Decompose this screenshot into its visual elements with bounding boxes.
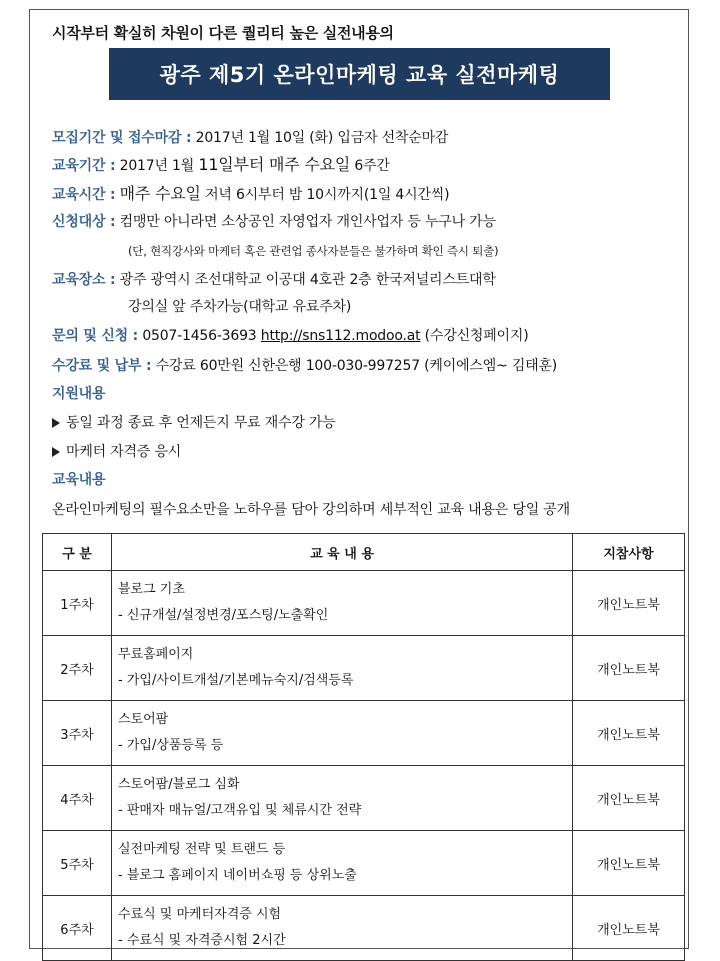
recruit-value: 2017년 1월 10일 (화) 입금자 선착순마감 — [195, 130, 449, 146]
place-value-2: 강의실 앞 주차가능(대학교 유료주차) — [128, 299, 352, 315]
fee-value: 수강료 60만원 신한은행 100-030-997257 (케이에스엠~ 김태훈) — [155, 358, 558, 374]
support-item — [52, 413, 336, 433]
header-content: 교 육 내 용 — [112, 534, 573, 571]
contact-phone: 0507-1456-3693 — [142, 328, 257, 344]
note-cell: 개인노트북 — [573, 701, 685, 766]
content-title: 스토어팜 — [118, 712, 169, 727]
content-cell — [112, 571, 573, 636]
table-row — [43, 636, 685, 701]
table-row — [43, 571, 685, 636]
note-cell: 개인노트북 — [573, 831, 685, 896]
content-title: 스토어팜/블로그 심화 — [118, 777, 240, 792]
place-label: 교육장소 : — [52, 272, 116, 288]
support-title: 지원내용 — [52, 386, 106, 402]
note-cell: 개인노트북 — [573, 766, 685, 831]
period-label: 교육기간 : — [52, 158, 116, 174]
contact-tail: (수강신청페이지) — [424, 328, 529, 344]
time-value-b: 저녁 6시부터 밤 10시까지(1일 4시간씩) — [205, 187, 450, 203]
period-value-a: 2017년 1월 — [119, 158, 195, 174]
content-cell — [112, 896, 573, 961]
title-banner — [109, 48, 610, 100]
place-value-1: 광주 광역시 조선대학교 이공대 4호관 2층 한국저널리스트대학 — [119, 272, 496, 288]
support-item — [52, 442, 181, 462]
note-cell: 개인노트북 — [573, 571, 685, 636]
content-cell — [112, 831, 573, 896]
support-item-label: 동일 과정 종료 후 언제든지 무료 재수강 가능 — [66, 415, 336, 431]
content-title: 수료식 및 마케터자격증 시험 — [118, 907, 282, 922]
table-row — [43, 896, 685, 961]
table-row — [43, 701, 685, 766]
content-cell — [112, 701, 573, 766]
support-item-label: 마케터 자격증 응시 — [66, 444, 182, 460]
content-cell — [112, 636, 573, 701]
schedule-table — [42, 533, 685, 961]
bullet-triangle-icon — [52, 418, 60, 428]
week-cell: 4주차 — [43, 766, 112, 831]
content-cell — [112, 766, 573, 831]
table-row — [43, 831, 685, 896]
contact-link[interactable]: http://sns112.modoo.at — [260, 328, 421, 344]
week-cell: 6주차 — [43, 896, 112, 961]
content-detail: - 가입/사이트개설/기본메뉴숙지/검색등록 — [118, 673, 354, 688]
content-detail: - 수료식 및 자격증시험 2시간 — [118, 933, 286, 948]
note-cell: 개인노트북 — [573, 636, 685, 701]
period-value-b: 11일부터 매주 수요일 — [198, 155, 351, 174]
place-row — [52, 270, 496, 290]
contact-label: 문의 및 신청 : — [52, 328, 139, 344]
time-label: 교육시간 : — [52, 187, 116, 203]
content-detail: - 신규개설/설정변경/포스팅/노출확인 — [118, 608, 329, 623]
time-row — [52, 184, 449, 205]
period-value-c: 6주간 — [354, 158, 390, 174]
target-row — [52, 212, 496, 232]
period-row — [52, 155, 390, 176]
target-note: (단, 현직강사와 마케터 혹은 관련업 종사자분들은 불가하며 확인 즉시 퇴출) — [128, 244, 499, 258]
header-week: 구 분 — [43, 534, 112, 571]
content-detail: - 판매자 매뉴얼/고객유입 및 체류시간 전략 — [118, 803, 362, 818]
content-title: 실전마케팅 전략 및 트랜드 등 — [118, 842, 286, 857]
recruit-label: 모집기간 및 접수마감 : — [52, 130, 192, 146]
week-cell: 1주차 — [43, 571, 112, 636]
header-note: 지참사항 — [573, 534, 685, 571]
week-cell: 5주차 — [43, 831, 112, 896]
headline: 시작부터 확실히 차원이 다른 퀄리티 높은 실전내용의 — [52, 24, 394, 42]
course-desc: 온라인마케팅의 필수요소만을 노하우를 담아 강의하며 세부적인 교육 내용은 당일 공개 — [52, 502, 570, 518]
table-row — [43, 766, 685, 831]
recruit-row — [52, 128, 448, 148]
content-title: 블로그 기초 — [118, 582, 185, 597]
week-cell: 2주차 — [43, 636, 112, 701]
target-label: 신청대상 : — [52, 214, 116, 230]
fee-label: 수강료 및 납부 : — [52, 358, 152, 374]
course-title: 교육내용 — [52, 472, 106, 488]
bullet-triangle-icon — [52, 447, 60, 457]
fee-row — [52, 356, 557, 376]
page-title: 광주 제5기 온라인마케팅 교육 실전마케팅 — [159, 63, 560, 87]
content-title: 무료홈페이지 — [118, 647, 194, 662]
week-cell: 3주차 — [43, 701, 112, 766]
table-header-row — [43, 534, 685, 571]
target-value: 컴맹만 아니라면 소상공인 자영업자 개인사업자 등 누구나 가능 — [119, 214, 496, 230]
note-cell: 개인노트북 — [573, 896, 685, 961]
time-value-a: 매주 수요일 — [119, 184, 201, 203]
content-detail: - 가입/상품등록 등 — [118, 738, 224, 753]
contact-row — [52, 326, 528, 346]
content-detail: - 블로그 홈페이지 네이버쇼핑 등 상위노출 — [118, 868, 357, 883]
